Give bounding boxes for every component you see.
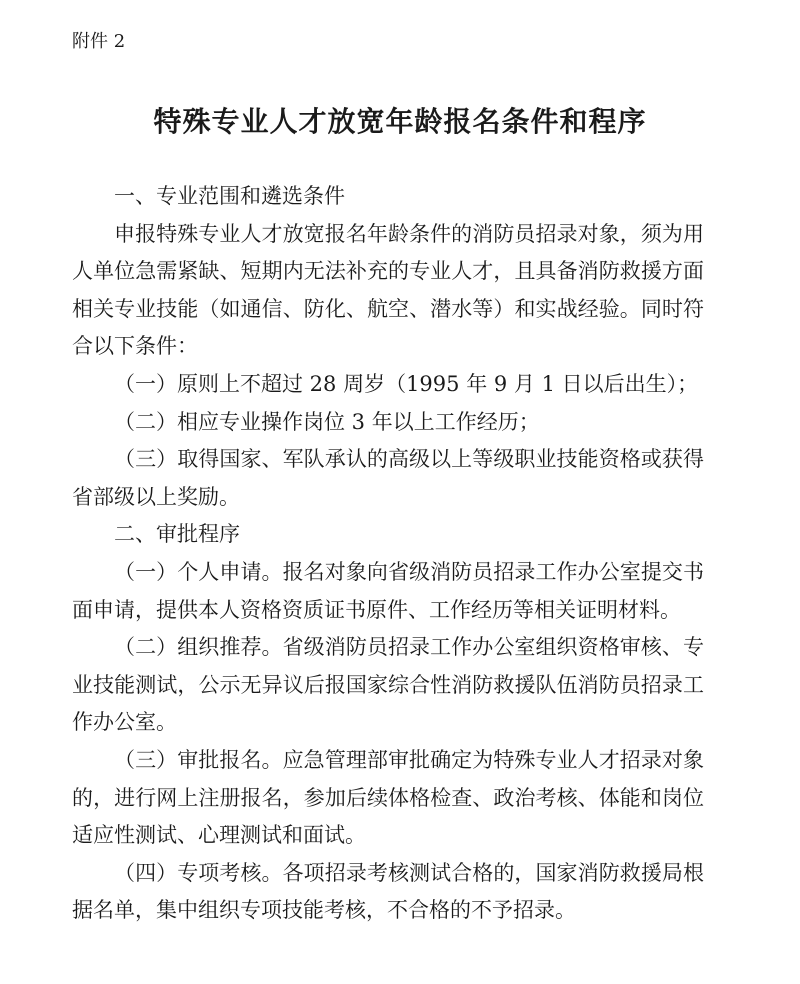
section-1-item-1: （一）原则上不超过 28 周岁（1995 年 9 月 1 日以后出生）； bbox=[114, 371, 699, 396]
section-2-item-4: （四）专项考核。各项招录考核测试合格的，国家消防救援局根据名单，集中组织专项技能考核，不合格的不予招录。 bbox=[72, 860, 704, 923]
section-1-item-2: （二）相应专业操作岗位 3 年以上工作经历； bbox=[114, 409, 540, 434]
section-2-item-2: （二）组织推荐。省级消防员招录工作办公室组织资格审核、专业技能测试，公示无异议后报国家综合性消防救援队伍消防员招录工作办公室。 bbox=[72, 635, 704, 735]
section-2-item-1: （一）个人申请。报名对象向省级消防员招录工作办公室提交书面申请，提供本人资格资质证书原件、工作经历等相关证明材料。 bbox=[72, 559, 704, 622]
document-title: 特殊专业人才放宽年龄报名条件和程序 bbox=[153, 105, 647, 138]
attachment-label: 附件 2 bbox=[72, 31, 126, 52]
section-2-heading: 二、审批程序 bbox=[114, 522, 240, 547]
section-1-item-3: （三）取得国家、军队承认的高级以上等级职业技能资格或获得省部级以上奖励。 bbox=[72, 447, 704, 509]
document-body bbox=[72, 178, 704, 930]
section-2-item-3: （三）审批报名。应急管理部审批确定为特殊专业人才招录对象的，进行网上注册报名，参加后续体格检查、政治考核、体能和岗位适应性测试、心理测试和面试。 bbox=[72, 747, 704, 848]
section-1-heading: 一、专业范围和遴选条件 bbox=[114, 184, 345, 208]
section-1-intro: 申报特殊专业人才放宽报名年龄条件的消防员招录对象，须为用人单位急需紧缺、短期内无法补充的专业人才，且具备消防救援方面相关专业技能（如通信、防化、航空、潜水等）和实战经验。同时符合以下条件： bbox=[72, 221, 704, 359]
